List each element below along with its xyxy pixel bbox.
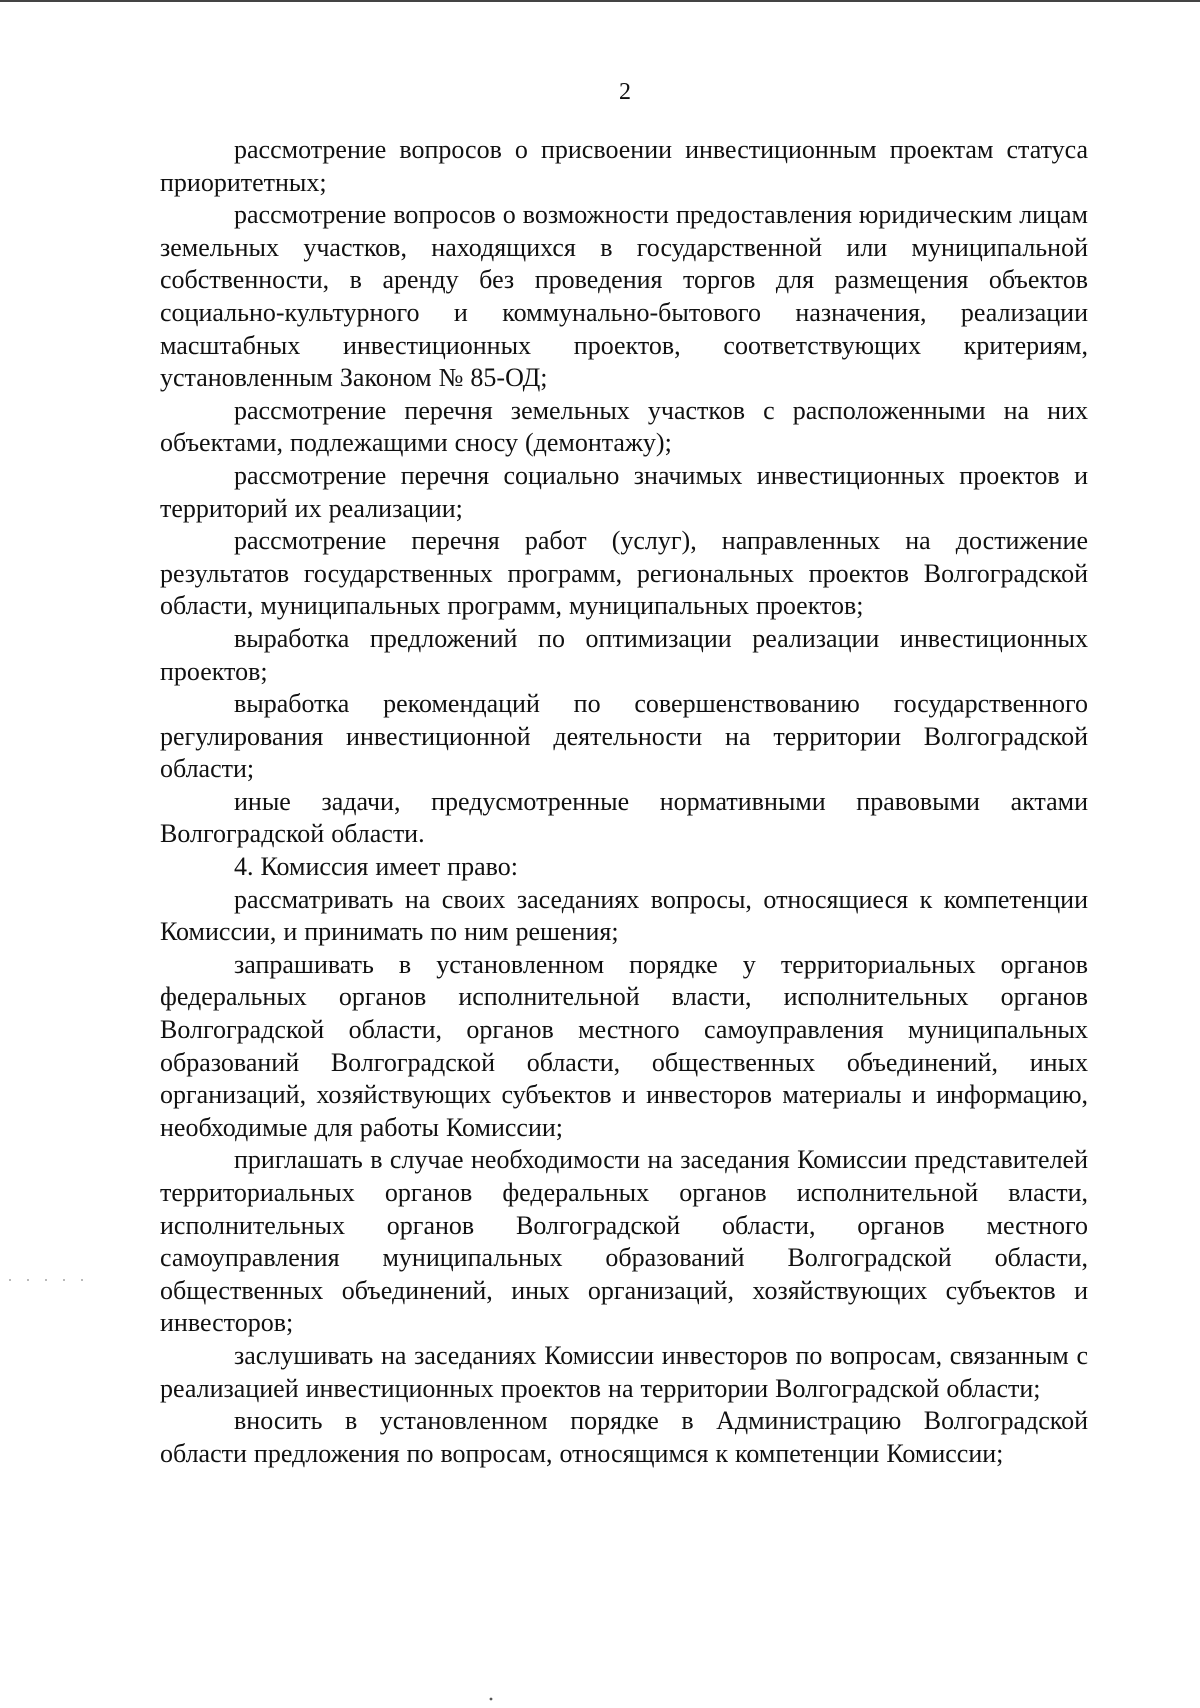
section-heading: 4. Комиссия имеет право: <box>234 852 518 882</box>
paragraph: заслушивать на заседаниях Комиссии инвесторов по вопросам, связанным с реализацией инвестиционных проектов на территории Волгоградской области; <box>160 1340 1088 1403</box>
document-body <box>160 134 1088 1470</box>
paragraph: вносить в установленном порядке в Администрацию Волгоградской области предложения по вопросам, относящимся к компетенции Комиссии; <box>160 1406 1088 1468</box>
scan-artifact-mark <box>488 1696 494 1702</box>
paragraph: рассмотрение перечня работ (услуг), направленных на достижение результатов государственных программ, региональных проектов Волгоградской области, муниципальных программ, муниципальных проектов; <box>160 526 1088 621</box>
paragraph: запрашивать в установленном порядке у территориальных органов федеральных органов исполнительной власти, исполнительных органов Волгоградской области, органов местного самоуправления муниципальных образований Волгоградской области, общественных объединений, иных организаций, хозяйствующих субъектов и инвесторов материалы и информацию, необходимые для работы Комиссии; <box>160 949 1088 1142</box>
page-number: 2 <box>619 79 631 105</box>
paragraph: рассмотрение вопросов о присвоении инвестиционным проектам статуса приоритетных; <box>160 135 1088 197</box>
scan-artifact-dots <box>6 1276 106 1284</box>
paragraph: рассмотрение перечня земельных участков с расположенными на них объектами, подлежащими сносу (демонтажу); <box>160 395 1088 458</box>
paragraph: иные задачи, предусмотренные нормативными правовыми актами Волгоградской области. <box>160 786 1088 849</box>
paragraph: выработка рекомендаций по совершенствованию государственного регулирования инвестиционной деятельности на территории Волгоградской области; <box>160 689 1088 784</box>
scan-top-edge <box>0 0 1200 2</box>
paragraph: рассматривать на своих заседаниях вопросы, относящиеся к компетенции Комиссии, и принимать по ним решения; <box>160 884 1088 947</box>
paragraph: рассмотрение вопросов о возможности предоставления юридическим лицам земельных участков, находящихся в государственной или муниципальной собственности, в аренду без проведения торгов для размещения объектов социально-культурного и коммунально-бытового назначения, реализации масштабных инвестиционных проектов, соответствующих критериям, установленным Законом № 85-ОД; <box>160 200 1089 393</box>
paragraph: приглашать в случае необходимости на заседания Комиссии представителей территориальных органов федеральных органов исполнительной власти, исполнительных органов Волгоградской области, органов местного самоуправления муниципальных образований Волгоградской области, общественных объединений, иных организаций, хозяйствующих субъектов и инвесторов; <box>160 1145 1088 1338</box>
paragraph: рассмотрение перечня социально значимых инвестиционных проектов и территорий их реализации; <box>160 460 1088 523</box>
paragraph: выработка предложений по оптимизации реализации инвестиционных проектов; <box>160 623 1088 686</box>
